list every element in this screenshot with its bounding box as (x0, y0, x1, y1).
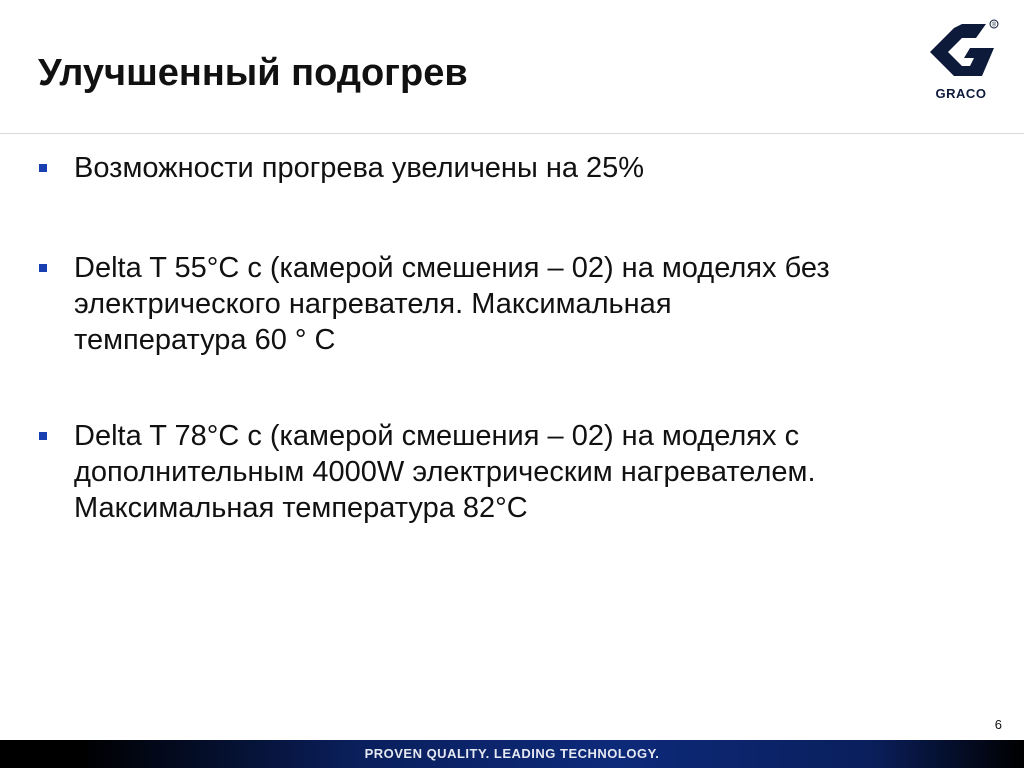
bullet-marker (39, 164, 47, 172)
bullet-marker (39, 432, 47, 440)
bullet-text: Возможности прогрева увеличены на 25% (74, 152, 645, 184)
svg-text:®: ® (991, 22, 997, 29)
footer-tagline: PROVEN QUALITY. LEADING TECHNOLOGY. (364, 746, 660, 761)
bullet-text: Delta T 78°C с (камерой смешения – 02) на моделях с (74, 420, 800, 452)
bullet-text: дополнительным 4000W электрическим нагревателем. (74, 456, 816, 488)
graco-g-logo-icon (924, 18, 1000, 86)
bullet-text: температура 60 ° C (74, 324, 336, 356)
bullet-text: Delta T 55°C с (камерой смешения – 02) на моделях без (74, 252, 830, 284)
bullet-item (36, 418, 816, 526)
title-divider (0, 133, 1024, 134)
bullet-item (36, 150, 644, 186)
graco-logo (924, 18, 1000, 102)
page-number: 6 (994, 717, 1002, 732)
graco-logo-text: GRACO (935, 86, 987, 101)
bullet-text: электрического нагревателя. Максимальная (74, 288, 672, 320)
bullet-marker (39, 264, 47, 272)
footer-bar (0, 740, 1024, 768)
slide-title: Улучшенный подогрев (38, 52, 468, 94)
bullet-text: Максимальная температура 82°C (74, 492, 528, 524)
bullet-item (36, 250, 830, 358)
